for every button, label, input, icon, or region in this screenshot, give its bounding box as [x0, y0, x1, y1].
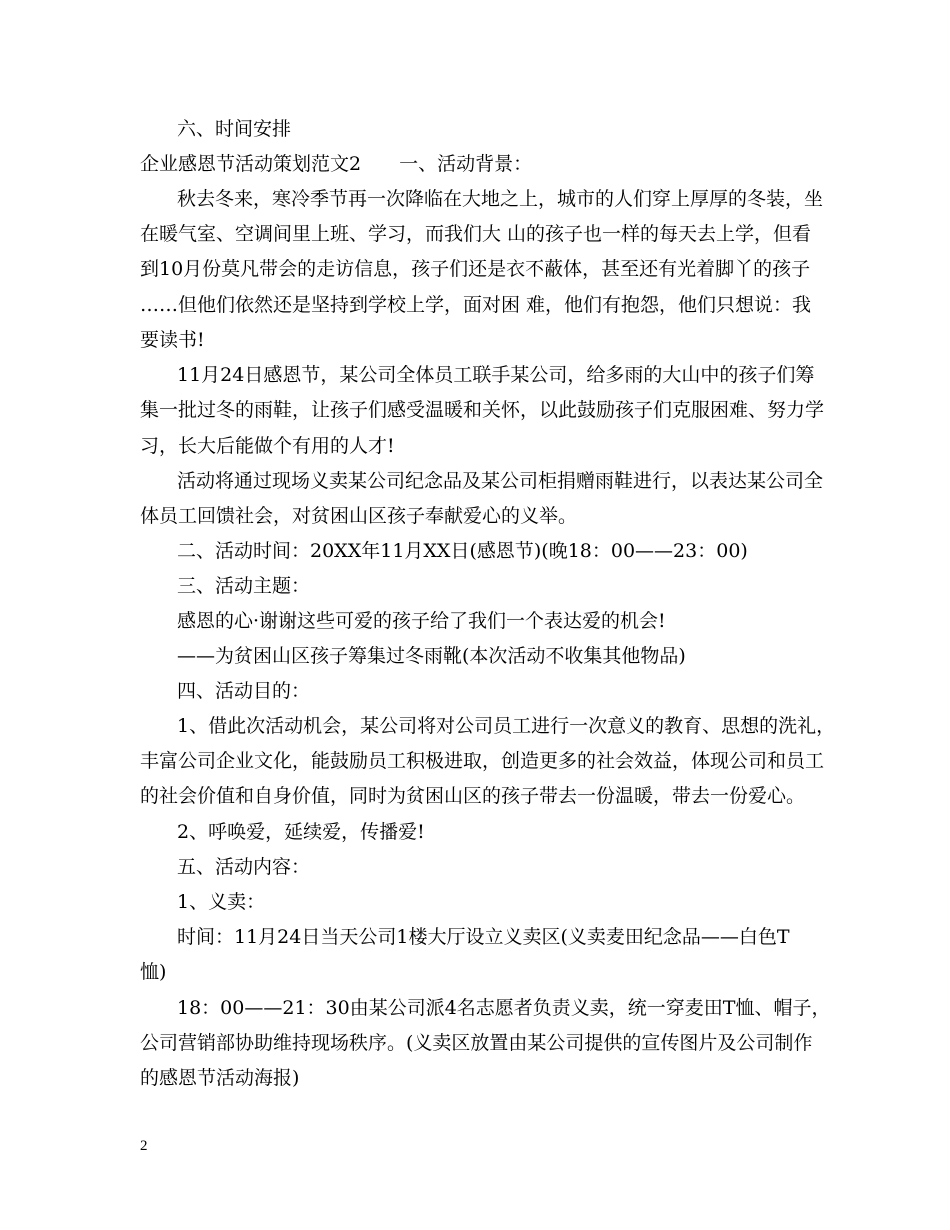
paragraph-line: 在暖气室、空调间里上班、学习，而我们大 山的孩子也一样的每天去上学，但看 — [140, 223, 812, 245]
paragraph-line: ——为贫困山区孩子筹集过冬雨靴(本次活动不收集其他物品) — [177, 645, 686, 667]
paragraph-line: 1、借此次活动机会，某公司将对公司员工进行一次意义的教育、思想的洗礼， — [177, 715, 836, 737]
section-heading: 二、活动时间：20XX年11月XX日(感恩节)(晚18：00——23：00) — [177, 540, 748, 562]
paragraph-line: 活动将通过现场义卖某公司纪念品及某公司柜捐赠雨鞋进行，以表达某公司全 — [177, 470, 824, 492]
section-heading: 五、活动内容： — [177, 856, 311, 878]
section-heading: 三、活动主题： — [177, 575, 311, 597]
paragraph-line: 感恩的心·谢谢这些可爱的孩子给了我们一个表达爱的机会! — [177, 610, 666, 632]
paragraph-line: 1、义卖： — [177, 891, 266, 913]
page-number: 2 — [140, 1138, 148, 1154]
paragraph-line: 秋去冬来，寒冷季节再一次降临在大地之上，城市的人们穿上厚厚的冬装，坐 — [177, 188, 824, 210]
paragraph-line: 到10月份莫凡带会的走访信息，孩子们还是衣不蔽体，甚至还有光着脚丫的孩子 — [140, 258, 811, 280]
paragraph-line: ……但他们依然还是坚持到学校上学，面对困 难，他们有抱怨，他们只想说：我 — [140, 294, 812, 316]
paragraph-line: 体员工回馈社会，对贫困山区孩子奉献爱心的义举。 — [140, 505, 578, 527]
paragraph-line: 的社会价值和自身价值，同时为贫困山区的孩子带去一份温暖，带去一份爱心。 — [140, 785, 806, 807]
paragraph-line: 集一批过冬的雨鞋，让孩子们感受温暖和关怀，以此鼓励孩子们克服困难、努力学 — [140, 399, 825, 421]
paragraph-line: 2、呼唤爱，延续爱，传播爱! — [177, 821, 425, 843]
paragraph-line: 11月24日感恩节，某公司全体员工联手某公司，给多雨的大山中的孩子们筹 — [177, 364, 815, 386]
paragraph-line: 丰富公司企业文化，能鼓励员工积极进取，创造更多的社会效益，体现公司和员工 — [140, 750, 825, 772]
paragraph-line: 的感恩节活动海报) — [140, 1067, 300, 1089]
section-heading: 六、时间安排 — [177, 118, 292, 140]
paragraph-line: 公司营销部协助维持现场秩序。(义卖区放置由某公司提供的宣传图片及公司制作 — [140, 1032, 813, 1054]
paragraph-line: 18：00——21：30由某公司派4名志愿者负责义卖，统一穿麦田T恤、帽子， — [177, 997, 831, 1019]
section-heading: 四、活动目的： — [177, 680, 311, 702]
paragraph-line: 恤) — [140, 961, 167, 983]
document-title-line: 企业感恩节活动策划范文2 一、活动背景： — [140, 153, 533, 175]
paragraph-line: 时间：11月24日当天公司1楼大厅设立义卖区(义卖麦田纪念品——白色T — [177, 926, 790, 948]
paragraph-line: 要读书! — [140, 329, 205, 351]
paragraph-line: 习，长大后能做个有用的人才! — [140, 435, 395, 457]
